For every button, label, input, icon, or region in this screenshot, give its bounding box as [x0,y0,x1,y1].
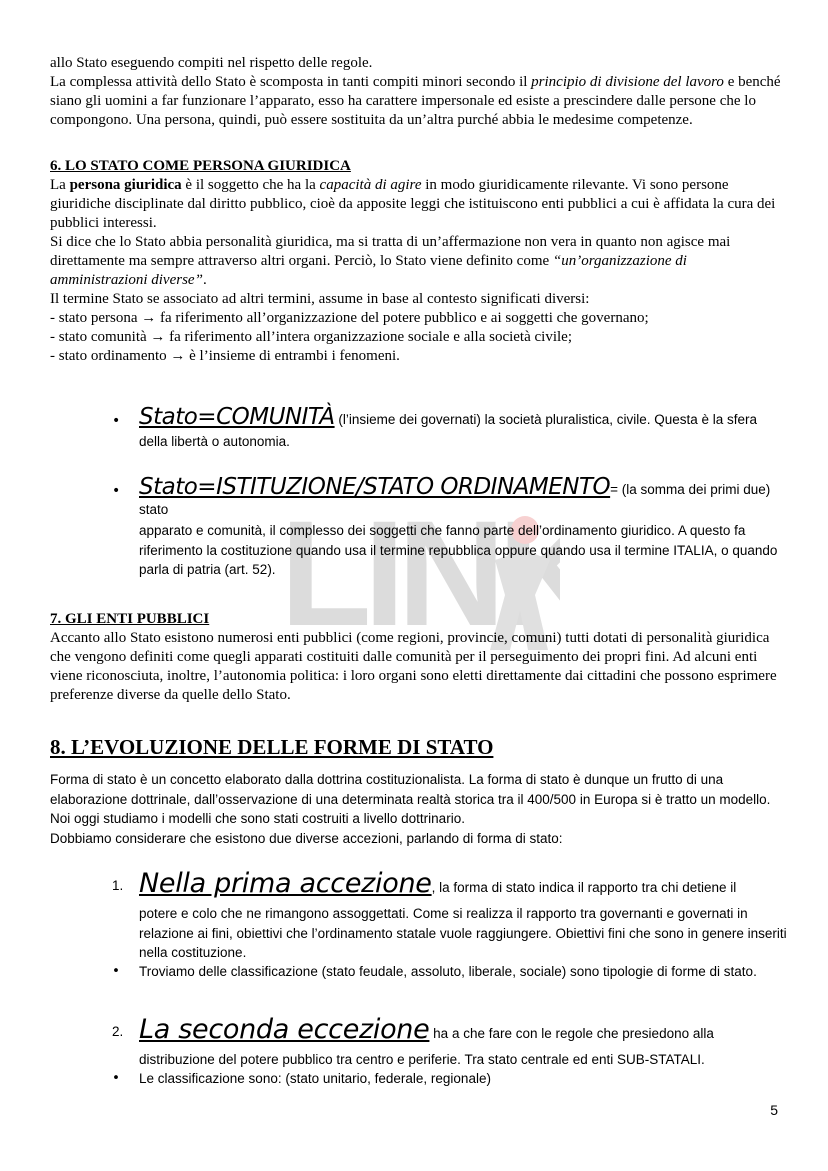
section-8-heading: 8. L’EVOLUZIONE DELLE FORME DI STATO [50,735,494,759]
section-7 [50,610,785,705]
bullet-continuation: della libertà o autonomia. [139,433,290,449]
page-number: 5 [770,1102,778,1118]
bullet-istituzione: • Stato=ISTITUZIONE/STATO ORDINAMENTO= (la somma dei primi due) stato apparato e comunità, il complesso dei soggetti che fanno parte dell’ordinamento giuridico. A questo fa riferimento la costituzione quando usa il termine repubblica oppure quando usa il termine ITALIA, o quando parla di patria (art. 52). [112,478,792,580]
item-number: 1. [112,878,124,893]
item-sub: Le classificazione sono: (stato unitario, federale, regionale) [139,1071,491,1086]
bullet-continuation: apparato e comunità, il complesso dei soggetti che fanno parte dell’ordinamento giuridico. A questo fa riferimento la costituzione quando usa il termine repubblica oppure quando usa il termine ITALIA, o quando parla di patria (art. 52). [139,523,778,577]
item-term: Nella prima accezione [139,868,432,899]
intro-line: allo Stato eseguendo compiti nel rispetto delle regole. [50,55,373,71]
section-6-p3: Il termine Stato se associato ad altri termini, assume in base al contesto significati diversi: [50,291,590,307]
list-item: - stato ordinamento → è l’insieme di entrambi i fenomeni. [50,348,400,364]
bullet-dot-icon: • [112,1070,120,1086]
bullet-dot-icon: • [112,413,121,429]
bullet-dot-icon: • [112,963,120,979]
section-7-text: Accanto allo Stato esistono numerosi enti pubblici (come regioni, provincie, comuni) tutti dotati di personalità giuridica che vengono definiti come quegli apparati costituiti dalle comunità per il perseguimento dei propri fini. Ad alcuni enti viene riconosciuta, inoltre, l’autonomia politica: i loro organi sono eletti direttamente dai cittadini che possono esprimere preferenze diverse da quelle dello Stato. [50,630,777,703]
list-item: - stato persona → fa riferimento all’organizzazione del potere pubblico e ai soggetti che governano; [50,310,649,326]
list-item: - stato comunità → fa riferimento all’intera organizzazione sociale e alla società civile; [50,329,572,345]
section-8-p1: Forma di stato è un concetto elaborato dalla dottrina costituzionalista. La forma di stato è dunque un frutto di una elaborazione dottrinale, dall’osservazione di una determinata realtà storica tra il 400/500 in Europa si è tratto un modello. Noi oggi studiamo i modelli che sono stati costruiti a livello dottrinario. [50,772,771,826]
bullet-dot-icon: • [112,483,121,499]
bullet-term: Stato=COMUNITÀ [139,404,335,430]
section-8-intro [50,770,785,848]
section-6 [50,157,785,366]
bullet-comunita: • Stato=COMUNITÀ (l’insieme dei governati) la società pluralistica, civile. Questa è la sfera della libertà o autonomia. [112,408,792,451]
item-continuation: distribuzione del potere pubblico tra centro e periferie. Tra stato centrale ed enti SUB-STATALI. [139,1052,705,1067]
section-6-p1: La persona giuridica è il soggetto che ha la capacità di agire in modo giuridicamente rilevante. Vi sono persone giuridiche disciplinate dal diritto pubblico, cioè da apposite leggi che istituiscono enti pubblici a cui è affidata la cura dei pubblici interessi. [50,177,776,231]
item-number: 2. [112,1024,124,1039]
section-7-heading: 7. GLI ENTI PUBBLICI [50,611,210,627]
watermark-text: LINK [280,500,560,657]
item-term: La seconda eccezione [139,1014,430,1045]
bullet-term: Stato=ISTITUZIONE/STATO ORDINAMENTO [139,474,611,500]
item-continuation: potere e colo che ne rimangono assoggettati. Come si realizza il rapporto tra governanti e governati in relazione ai fini, obiettivi che l’ordinamento statale vuole raggiungere. Obiettivi fini che sono in genere inseriti nella costituzione. [139,906,787,960]
item-sub: Troviamo delle classificazione (stato feudale, assoluto, liberale, sociale) sono tipologie di forme di stato. [139,964,757,979]
section-8-p2: Dobbiamo considerare che esistono due diverse accezioni, parlando di forma di stato: [50,830,563,846]
section-6-heading: 6. LO STATO COME PERSONA GIURIDICA [50,158,351,174]
intro-paragraph [50,54,785,130]
section-6-p2: Si dice che lo Stato abbia personalità giuridica, ma si tratta di un’affermazione non vera in quanto non agisce mai direttamente ma sempre attraverso altri organi. Perciò, lo Stato viene definito come “un’organizzazione di amministrazioni diverse”. [50,234,731,288]
intro-text: La complessa attività dello Stato è scomposta in tanti compiti minori secondo il principio di divisione del lavoro e benché siano gli uomini a far funzionare l’apparato, esso ha carattere impersonale ed esiste a prescindere dalle persone che lo compongono. Una persona, quindi, può essere sostituita da un’altra purché abbia le medesime competenze. [50,74,781,128]
